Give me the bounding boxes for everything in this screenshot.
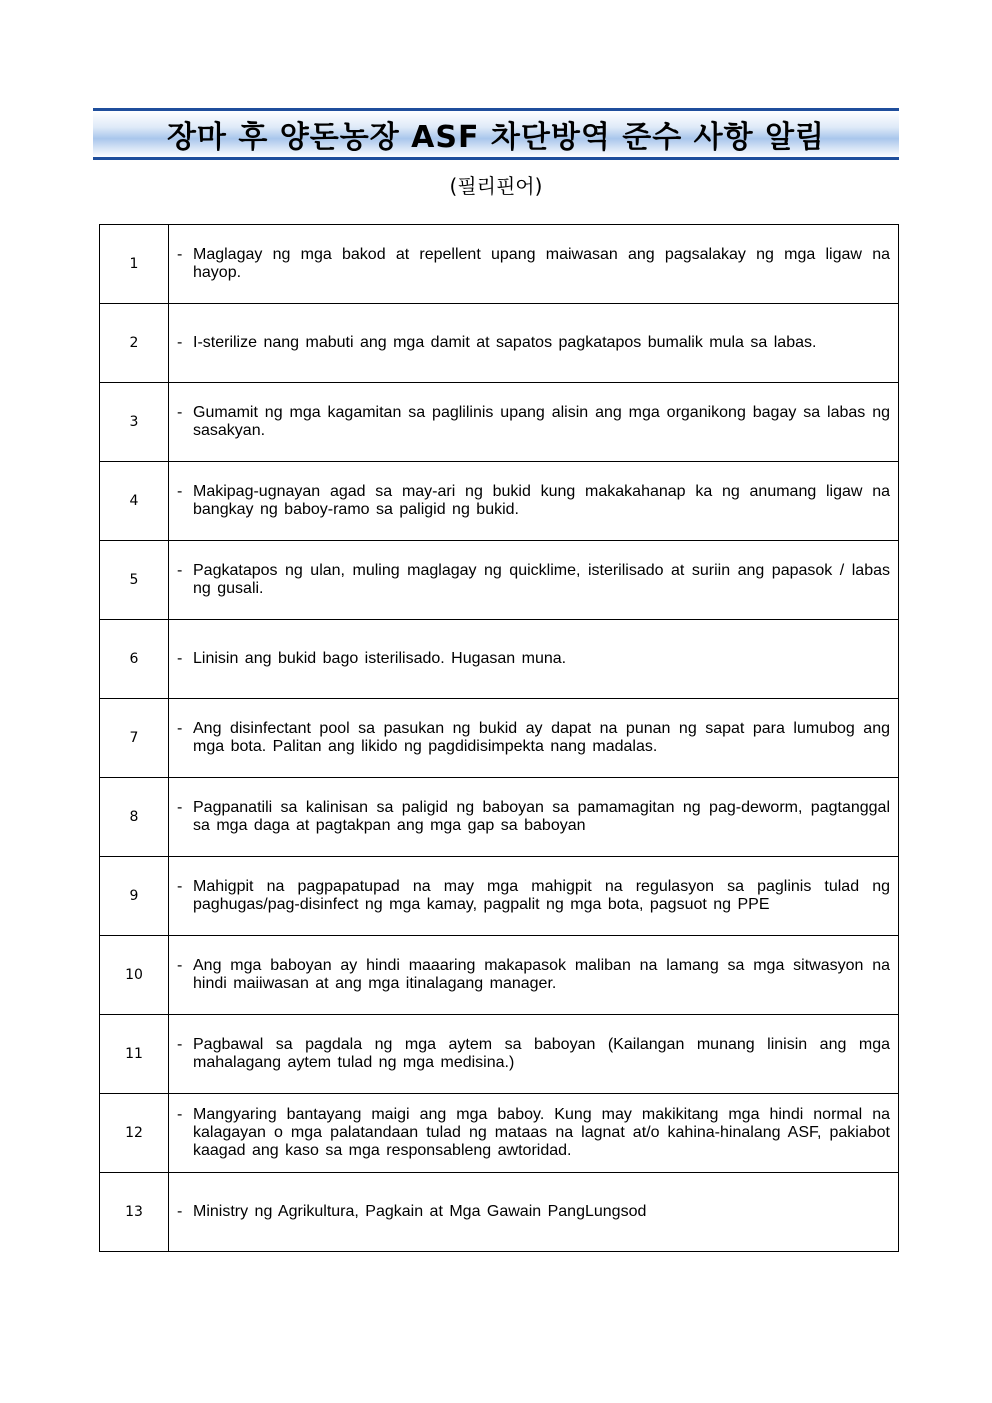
- row-content: [169, 699, 899, 778]
- bullet-dash: -: [177, 334, 183, 351]
- table-row: [100, 304, 899, 383]
- row-content: [169, 936, 899, 1015]
- table-row: [100, 225, 899, 304]
- row-number: 11: [100, 1015, 169, 1094]
- row-content: [169, 383, 899, 462]
- bullet-dash: -: [177, 650, 183, 667]
- row-number: 7: [100, 699, 169, 778]
- row-text: I-sterilize nang mabuti ang mga damit at sapatos pagkatapos bumalik mula sa labas.: [193, 334, 817, 351]
- row-content: [169, 304, 899, 383]
- row-text: Pagkatapos ng ulan, muling maglagay ng quicklime, isterilisado at suriin ang papasok / labas ng gusali.: [193, 562, 890, 597]
- row-number: 8: [100, 778, 169, 857]
- row-text: Linisin ang bukid bago isterilisado. Hugasan muna.: [193, 650, 567, 667]
- row-content: [169, 1094, 899, 1173]
- table-row: [100, 462, 899, 541]
- table-row: [100, 1094, 899, 1173]
- row-content: [169, 620, 899, 699]
- row-text: Maglagay ng mga bakod at repellent upang maiwasan ang pagsalakay ng mga ligaw na hayop.: [193, 246, 890, 281]
- row-text: Ministry ng Agrikultura, Pagkain at Mga Gawain PangLungsod: [193, 1203, 647, 1220]
- table-row: [100, 1173, 899, 1252]
- table-row: [100, 1015, 899, 1094]
- notice-table: [99, 224, 899, 1252]
- row-number: 9: [100, 857, 169, 936]
- bullet-dash: -: [177, 878, 183, 895]
- bullet-dash: -: [177, 1106, 183, 1123]
- row-content: [169, 778, 899, 857]
- row-content: [169, 541, 899, 620]
- row-text: Mangyaring bantayang maigi ang mga baboy. Kung may makikitang mga hindi normal na kalagayan o mga palatandaan tulad ng mataas na lagnat at/o kahina-hinalang ASF, pakiabot kaagad ang kaso sa mga responsableng awtoridad.: [193, 1106, 890, 1159]
- bullet-dash: -: [177, 404, 183, 421]
- title-banner: [93, 108, 899, 160]
- row-number: 1: [100, 225, 169, 304]
- table-row: [100, 620, 899, 699]
- bullet-dash: -: [177, 562, 183, 579]
- page-title: 장마 후 양돈농장 ASF 차단방역 준수 사항 알림: [166, 120, 826, 155]
- row-number: 10: [100, 936, 169, 1015]
- table-row: [100, 541, 899, 620]
- table-row: [100, 936, 899, 1015]
- row-number: 5: [100, 541, 169, 620]
- table-row: [100, 778, 899, 857]
- row-number: 12: [100, 1094, 169, 1173]
- row-number: 3: [100, 383, 169, 462]
- table-row: [100, 857, 899, 936]
- table-row: [100, 699, 899, 778]
- row-number: 2: [100, 304, 169, 383]
- row-content: [169, 462, 899, 541]
- row-text: Ang mga baboyan ay hindi maaaring makapasok maliban na lamang sa mga sitwasyon na hindi maiiwasan at ang mga itinalagang manager.: [193, 957, 890, 992]
- row-text: Pagpanatili sa kalinisan sa paligid ng baboyan sa pamamagitan ng pag-deworm, pagtanggal sa mga daga at pagtakpan ang mga gap sa baboyan: [193, 799, 890, 834]
- row-text: Makipag-ugnayan agad sa may-ari ng bukid kung makakahanap ka ng anumang ligaw na bangkay ng baboy-ramo sa paligid ng bukid.: [193, 483, 890, 518]
- row-content: [169, 225, 899, 304]
- row-number: 13: [100, 1173, 169, 1252]
- bullet-dash: -: [177, 483, 183, 500]
- bullet-dash: -: [177, 799, 183, 816]
- row-number: 6: [100, 620, 169, 699]
- bullet-dash: -: [177, 1203, 183, 1220]
- language-subtitle: (필리핀어): [449, 174, 543, 198]
- row-text: Pagbawal sa pagdala ng mga aytem sa baboyan (Kailangan munang linisin ang mga mahalagang aytem tulad ng mga medisina.): [193, 1036, 890, 1071]
- row-content: [169, 1173, 899, 1252]
- row-text: Gumamit ng mga kagamitan sa paglilinis upang alisin ang mga organikong bagay sa labas ng sasakyan.: [193, 404, 890, 439]
- table-row: [100, 383, 899, 462]
- bullet-dash: -: [177, 720, 183, 737]
- row-text: Mahigpit na pagpapatupad na may mga mahigpit na regulasyon sa paglinis tulad ng paghugas/pag-disinfect ng mga kamay, pagpalit ng mga bota, pagsuot ng PPE: [193, 878, 890, 913]
- bullet-dash: -: [177, 1036, 183, 1053]
- row-content: [169, 857, 899, 936]
- bullet-dash: -: [177, 246, 183, 263]
- row-number: 4: [100, 462, 169, 541]
- row-text: Ang disinfectant pool sa pasukan ng bukid ay dapat na punan ng sapat para lumubog ang mga bota. Palitan ang likido ng pagdidisimpekta nang madalas.: [193, 720, 890, 755]
- row-content: [169, 1015, 899, 1094]
- bullet-dash: -: [177, 957, 183, 974]
